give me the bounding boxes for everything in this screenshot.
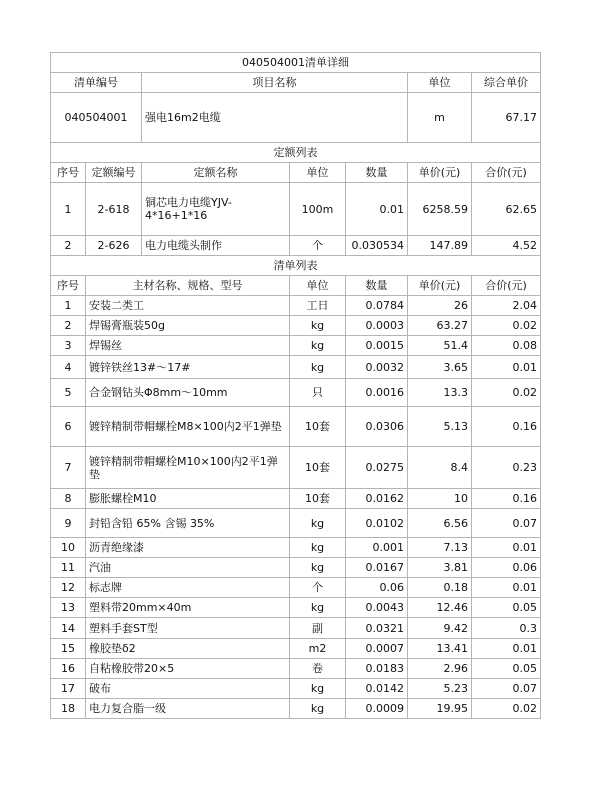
material-row: [51, 538, 541, 558]
quota-name: 电力电缆头制作: [142, 236, 290, 256]
material-total: 0.05: [472, 598, 541, 618]
material-qty: 0.0043: [346, 598, 408, 618]
material-qty: 0.0167: [346, 558, 408, 578]
material-unit: 个: [290, 578, 346, 598]
material-no: 11: [51, 558, 86, 578]
quota-section-title: 定额列表: [51, 143, 541, 163]
material-unit: 只: [290, 379, 346, 407]
quota-unit-header: 单位: [290, 163, 346, 183]
material-price: 7.13: [408, 538, 472, 558]
material-qty: 0.0183: [346, 659, 408, 679]
material-no: 9: [51, 509, 86, 538]
material-no: 14: [51, 618, 86, 639]
bill-price-header: 综合单价: [472, 73, 541, 93]
material-section-row: [51, 256, 541, 276]
material-no: 13: [51, 598, 86, 618]
material-unit: 工日: [290, 296, 346, 316]
material-price: 19.95: [408, 699, 472, 719]
material-price: 3.81: [408, 558, 472, 578]
material-total: 0.02: [472, 316, 541, 336]
material-name: 标志牌: [86, 578, 290, 598]
material-unit: kg: [290, 316, 346, 336]
material-qty: 0.0784: [346, 296, 408, 316]
material-unit: kg: [290, 356, 346, 379]
quota-price: 6258.59: [408, 183, 472, 236]
material-row: [51, 489, 541, 509]
material-row: [51, 336, 541, 356]
bill-code: 040504001: [51, 93, 142, 143]
material-price: 6.56: [408, 509, 472, 538]
material-unit: kg: [290, 336, 346, 356]
material-name: 电力复合脂一级: [86, 699, 290, 719]
material-total: 0.07: [472, 509, 541, 538]
quota-code: 2-618: [86, 183, 142, 236]
material-qty: 0.0275: [346, 447, 408, 489]
material-qty: 0.0306: [346, 407, 408, 447]
material-price: 26: [408, 296, 472, 316]
material-no: 2: [51, 316, 86, 336]
material-total: 0.16: [472, 407, 541, 447]
quota-total: 62.65: [472, 183, 541, 236]
material-total: 0.07: [472, 679, 541, 699]
material-row: [51, 639, 541, 659]
material-qty: 0.0007: [346, 639, 408, 659]
material-name: 封铅含铅 65% 含锡 35%: [86, 509, 290, 538]
material-name: 破布: [86, 679, 290, 699]
material-total: 0.01: [472, 639, 541, 659]
material-qty: 0.0032: [346, 356, 408, 379]
material-total: 0.01: [472, 538, 541, 558]
material-row: [51, 679, 541, 699]
material-row: [51, 699, 541, 719]
material-qty: 0.0321: [346, 618, 408, 639]
material-no: 12: [51, 578, 86, 598]
material-unit: 卷: [290, 659, 346, 679]
material-price: 5.23: [408, 679, 472, 699]
material-no: 16: [51, 659, 86, 679]
material-row: [51, 558, 541, 578]
material-price-header: 单价(元): [408, 276, 472, 296]
material-unit: m2: [290, 639, 346, 659]
material-row: [51, 316, 541, 336]
bill-header-row: [51, 73, 541, 93]
material-name: 沥青绝缘漆: [86, 538, 290, 558]
material-name-header: 主材名称、规格、型号: [86, 276, 290, 296]
material-qty: 0.001: [346, 538, 408, 558]
material-section-title: 清单列表: [51, 256, 541, 276]
quota-row: [51, 183, 541, 236]
material-row: [51, 509, 541, 538]
material-name: 膨胀螺栓M10: [86, 489, 290, 509]
bill-unit: m: [408, 93, 472, 143]
material-qty: 0.0003: [346, 316, 408, 336]
material-qty: 0.0015: [346, 336, 408, 356]
material-name: 镀锌精制带帽螺栓M10×100内2平1弹垫: [86, 447, 290, 489]
bill-detail-table: [50, 52, 541, 719]
title-row: [51, 53, 541, 73]
material-no: 6: [51, 407, 86, 447]
material-no: 18: [51, 699, 86, 719]
material-total-header: 合价(元): [472, 276, 541, 296]
material-total: 0.06: [472, 558, 541, 578]
table-title: 040504001清单详细: [51, 53, 541, 73]
material-name: 镀锌铁丝13#～17#: [86, 356, 290, 379]
material-name: 焊锡丝: [86, 336, 290, 356]
quota-unit: 个: [290, 236, 346, 256]
material-unit: kg: [290, 558, 346, 578]
material-name: 塑料手套ST型: [86, 618, 290, 639]
material-no: 10: [51, 538, 86, 558]
material-qty: 0.0009: [346, 699, 408, 719]
quota-name-header: 定额名称: [142, 163, 290, 183]
material-qty: 0.0142: [346, 679, 408, 699]
quota-price-header: 单价(元): [408, 163, 472, 183]
material-qty: 0.0162: [346, 489, 408, 509]
bill-name: 强电16m2电缆: [142, 93, 408, 143]
bill-unit-header: 单位: [408, 73, 472, 93]
material-name: 塑料带20mm×40m: [86, 598, 290, 618]
material-total: 0.23: [472, 447, 541, 489]
quota-no: 2: [51, 236, 86, 256]
quota-no: 1: [51, 183, 86, 236]
material-qty: 0.0016: [346, 379, 408, 407]
material-total: 0.01: [472, 578, 541, 598]
material-name: 镀锌精制带帽螺栓M8×100内2平1弹垫: [86, 407, 290, 447]
quota-code: 2-626: [86, 236, 142, 256]
material-row: [51, 356, 541, 379]
material-header-row: [51, 276, 541, 296]
material-price: 51.4: [408, 336, 472, 356]
material-unit: kg: [290, 679, 346, 699]
material-price: 0.18: [408, 578, 472, 598]
material-row: [51, 659, 541, 679]
material-total: 0.05: [472, 659, 541, 679]
quota-code-header: 定额编号: [86, 163, 142, 183]
material-no: 3: [51, 336, 86, 356]
material-total: 2.04: [472, 296, 541, 316]
quota-qty: 0.01: [346, 183, 408, 236]
material-price: 12.46: [408, 598, 472, 618]
material-total: 0.02: [472, 699, 541, 719]
bill-code-header: 清单编号: [51, 73, 142, 93]
material-no: 5: [51, 379, 86, 407]
material-no: 17: [51, 679, 86, 699]
material-unit: kg: [290, 699, 346, 719]
material-unit: 10套: [290, 407, 346, 447]
material-row: [51, 447, 541, 489]
material-name: 橡胶垫δ2: [86, 639, 290, 659]
material-name: 自粘橡胶带20×5: [86, 659, 290, 679]
material-price: 63.27: [408, 316, 472, 336]
material-price: 3.65: [408, 356, 472, 379]
material-no: 15: [51, 639, 86, 659]
material-no: 4: [51, 356, 86, 379]
material-price: 13.41: [408, 639, 472, 659]
material-qty: 0.06: [346, 578, 408, 598]
material-price: 10: [408, 489, 472, 509]
quota-total-header: 合价(元): [472, 163, 541, 183]
material-unit: kg: [290, 538, 346, 558]
material-total: 0.3: [472, 618, 541, 639]
bill-name-header: 项目名称: [142, 73, 408, 93]
material-price: 8.4: [408, 447, 472, 489]
quota-qty-header: 数量: [346, 163, 408, 183]
quota-price: 147.89: [408, 236, 472, 256]
material-row: [51, 618, 541, 639]
material-row: [51, 407, 541, 447]
material-no: 8: [51, 489, 86, 509]
material-unit: kg: [290, 598, 346, 618]
material-price: 13.3: [408, 379, 472, 407]
material-unit: 副: [290, 618, 346, 639]
bill-row: [51, 93, 541, 143]
quota-section-row: [51, 143, 541, 163]
quota-unit: 100m: [290, 183, 346, 236]
material-price: 5.13: [408, 407, 472, 447]
material-price: 2.96: [408, 659, 472, 679]
material-row: [51, 296, 541, 316]
quota-no-header: 序号: [51, 163, 86, 183]
material-row: [51, 578, 541, 598]
material-name: 汽油: [86, 558, 290, 578]
material-total: 0.16: [472, 489, 541, 509]
material-name: 合金钢钻头Φ8mm～10mm: [86, 379, 290, 407]
material-no-header: 序号: [51, 276, 86, 296]
material-unit: kg: [290, 509, 346, 538]
material-total: 0.01: [472, 356, 541, 379]
material-no: 7: [51, 447, 86, 489]
material-total: 0.08: [472, 336, 541, 356]
bill-price: 67.17: [472, 93, 541, 143]
material-total: 0.02: [472, 379, 541, 407]
material-row: [51, 598, 541, 618]
quota-row: [51, 236, 541, 256]
material-qty-header: 数量: [346, 276, 408, 296]
material-no: 1: [51, 296, 86, 316]
material-name: 焊锡膏瓶装50g: [86, 316, 290, 336]
quota-header-row: [51, 163, 541, 183]
material-name: 安装二类工: [86, 296, 290, 316]
material-unit: 10套: [290, 447, 346, 489]
material-qty: 0.0102: [346, 509, 408, 538]
quota-total: 4.52: [472, 236, 541, 256]
material-price: 9.42: [408, 618, 472, 639]
material-unit: 10套: [290, 489, 346, 509]
quota-qty: 0.030534: [346, 236, 408, 256]
quota-name: 铜芯电力电缆YJV-4*16+1*16: [142, 183, 290, 236]
material-row: [51, 379, 541, 407]
material-unit-header: 单位: [290, 276, 346, 296]
